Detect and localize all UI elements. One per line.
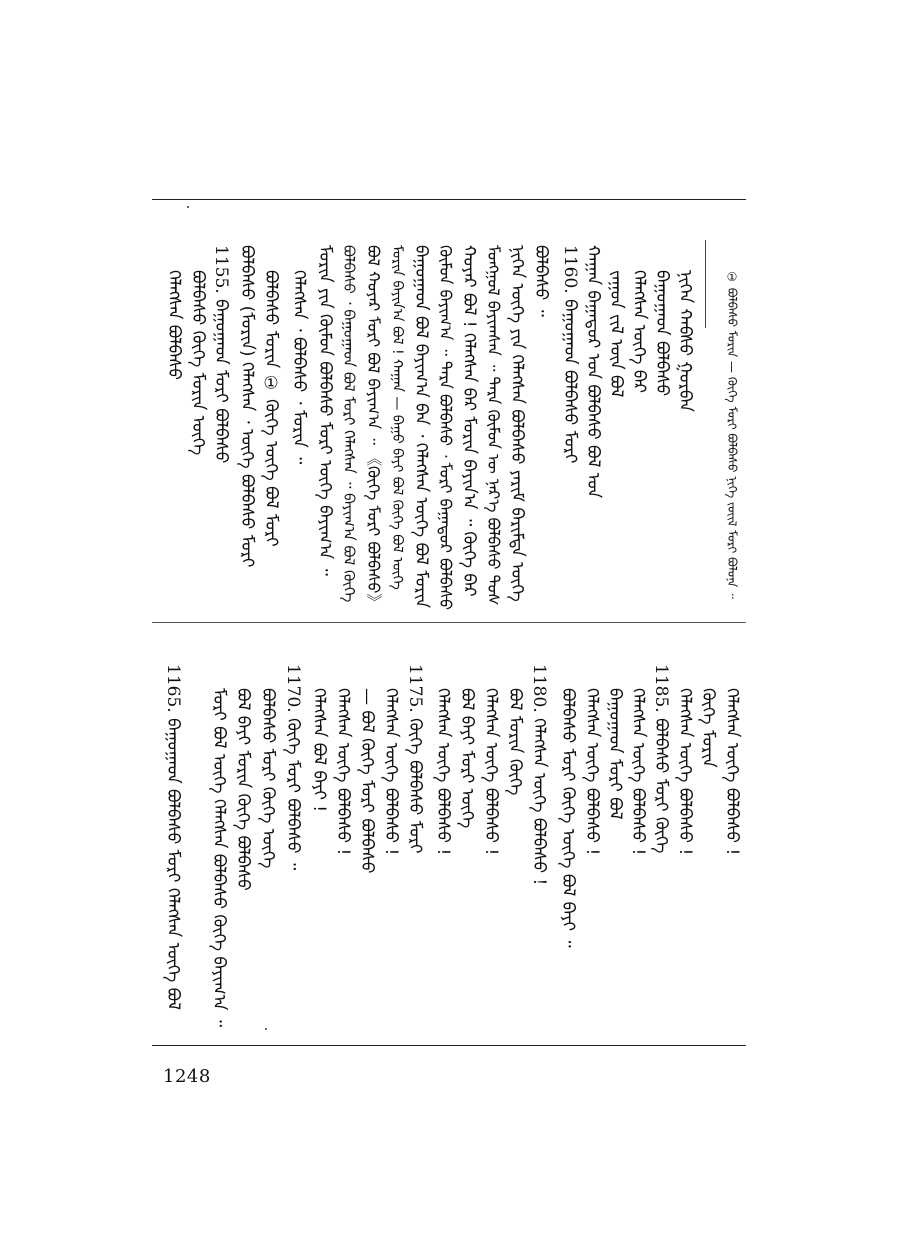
bottom-rule — [152, 1045, 746, 1046]
verse-line: ᠬᠥᠭᠡ ᠮᠣᠷᠢᠨ — [698, 688, 718, 768]
verse-line: ᠮᠣᠷᠢ ᠪᠣᠯ ᠦᠭᠡ ᠬᠡᠯᠡᠭᠰᠡᠨ ᠪᠣᠯᠪᠠᠰᠤ ᠬᠥᠭᠡ ᠪᠠᠶᠢᠭ᠎ᠠ ᠃ — [209, 688, 229, 1028]
verse-line: ᠬᠡᠯᠡᠭᠰᠡᠨ ᠦᠭᠡ ᠪᠣᠯᠪᠠᠰᠤ ! — [333, 688, 353, 856]
verse-line: ᠪᠣᠯ ᠪᠠᠶᠢ ᠮᠣᠷᠢ ᠦᠭᠡ — [457, 688, 477, 829]
prose-line: ᠪᠣᠯᠪᠠᠰᠤ ᠂ ᠪᠠᠭᠤᠭᠠᠳ ᠪᠣᠯ ᠮᠣᠷᠢ ᠬᠡᠯᠡᠭᠰᠡᠨ ᠃ ᠪᠠᠶᠢᠭ᠎ᠠ ᠪᠣᠯ ᠬᠥᠭᠡ — [340, 245, 358, 603]
verse-line: ᠪᠠᠭᠤᠭᠠᠳ ᠪᠣᠯᠪᠠᠰᠤ — [652, 270, 672, 397]
verse-line-numbered: 1165. ᠪᠠᠭᠤᠭᠠᠳ ᠪᠣᠯᠪᠠᠰᠤ ᠮᠣᠷᠢ ᠬᠡᠯᠡᠭᠰᠡᠨ ᠦᠭᠡ ᠪᠣᠯ — [163, 664, 183, 1011]
verse-line: ᠵᠠᠭᠤᠨ ᠵᠢᠯ ᠦᠨ ᠪᠣᠯ — [606, 270, 626, 398]
verse-line-numbered: 1160. ᠪᠠᠭᠤᠭᠠᠳ ᠪᠣᠯᠪᠠᠰᠤ ᠮᠣᠷᠢ — [560, 245, 580, 464]
verse-line: ᠬᠡᠯᠡᠭᠰᠡᠨ ᠂ ᠪᠣᠯᠪᠠᠰᠤ ᠂ ᠮᠣᠷᠢᠨ ᠃ — [289, 270, 309, 465]
verse-line: ᠪᠣᠯᠪᠠᠰᠤ ᠬᠥᠭᠡ ᠮᠣᠷᠢᠨ ᠦᠭᠡ — [188, 270, 208, 456]
verse-line: ᠬᠡᠯᠡᠭᠰᠡᠨ ᠦᠭᠡ ᠪᠡᠷ — [629, 270, 649, 394]
footnote-separator — [705, 240, 706, 328]
verse-line: ᠬᠡᠯᠡᠭᠰᠡᠨ ᠪᠣᠯᠪᠠᠰᠤ — [164, 270, 184, 381]
verse-line-numbered: 1170. ᠬᠥᠭᠡ ᠮᠣᠷᠢ ᠪᠣᠯᠪᠠᠰᠤ ᠃ — [283, 664, 303, 871]
verse-line: ᠪᠣᠯᠪᠠᠰᠤ ᠮᠣᠷᠢ ᠬᠥᠭᠡ ᠦᠭᠡ — [258, 688, 278, 869]
verse-line: ᠬᠡᠯᠡᠭᠰᠡᠨ ᠦᠭᠡ ᠪᠣᠯᠪᠠᠰᠤ ! — [481, 688, 501, 856]
prose-line: ᠮᠣᠩᠭᠣᠯ ᠪᠠᠶᠢᠭᠰᠠᠨ ᠃ ᠲᠡᠷᠡ ᠬᠦᠮᠦᠨ ᠦ ᠨᠡᠷ᠎ᠡ ᠪᠣᠯᠪᠠᠰᠤ ᠲᠤᠰ — [484, 245, 503, 606]
verse-line: — ᠪᠣᠯ ᠬᠥᠭᠡ ᠮᠣᠷᠢ ᠪᠣᠯᠪᠠᠰᠤ — [357, 688, 377, 874]
prose-line: ᠪᠠᠭᠤᠭᠠᠳ ᠪᠣᠯ ᠪᠠᠶᠢᠭ᠎ᠠ ᠪᠠᠨ ᠂ ᠬᠡᠯᠡᠭᠰᠡᠨ ᠦᠭᠡ ᠪᠣᠯ ᠮᠣᠷᠢᠨ — [411, 245, 431, 608]
verse-line: ᠬᠡᠯᠡᠭᠰᠡᠨ ᠦᠭᠡ ᠪᠣᠯᠪᠠᠰᠤ ! — [675, 688, 695, 856]
verse-line: ᠪᠣᠯᠪᠠᠰᠤ ᠃ — [531, 245, 551, 317]
dot-mark — [265, 1028, 267, 1030]
verse-line: ᠬᠡᠯᠡᠭᠰᠡᠨ ᠦᠭᠡ ᠪᠣᠯᠪᠠᠰᠤ ! — [582, 688, 602, 856]
page-number: 1248 — [163, 1066, 211, 1087]
verse-line: ᠬᠡᠯᠡᠭᠰᠡᠨ ᠦᠭᠡ ᠪᠣᠯᠪᠠᠰᠤ ! — [381, 688, 401, 856]
verse-line: ᠪᠠᠭᠤᠭᠠᠳ ᠮᠣᠷᠢ ᠪᠣᠯ — [605, 688, 625, 820]
verse-line: ᠪᠣᠯ ᠪᠠᠶᠢ ᠮᠣᠷᠢᠨ ᠬᠥᠭᠡ ᠪᠣᠯᠪᠠᠰᠤ — [233, 688, 253, 891]
verse-line: ᠪᠣᠯᠪᠠᠰᠤ ᠮᠣᠷᠢᠨ ① ᠬᠥᠭᠡ ᠦᠭᠡ ᠪᠣᠯ ᠮᠣᠷᠢ — [261, 270, 281, 547]
verse-line-numbered: 1155. ᠪᠠᠭᠤᠭᠠᠳ ᠮᠣᠷᠢ ᠪᠣᠯᠪᠠᠰᠤ — [211, 245, 231, 464]
verse-line: ᠨᠢᠭᠡᠨ ᠬᠠᠪᠰᠤ ᠭᠤᠷᠪᠠᠨ — [675, 270, 695, 412]
dot-mark — [187, 206, 189, 208]
verse-line: ᠬᠡᠯᠡᠭᠰᠡᠨ ᠪᠣᠯ ᠪᠠᠶᠢ ! — [309, 688, 329, 813]
verse-line: ᠪᠣᠯᠪᠠᠰᠤ (ᠮᠣᠷᠢᠨ) ᠬᠡᠯᠡᠭᠰᠡᠨ ᠂ ᠦᠭᠡ ᠪᠣᠯᠪᠠᠰᠤ ᠮᠣᠷᠢ — [237, 245, 257, 568]
verse-line-numbered: 1180. ᠬᠡᠯᠡᠭᠰᠡᠨ ᠦᠭᠡ ᠪᠣᠯᠪᠠᠰᠤ ! — [529, 664, 549, 886]
prose-line: ᠬᠦᠮᠦᠨ ᠪᠠᠶᠢᠭ᠎ᠠ ᠃ ᠲᠡᠷᠡ ᠪᠣᠯᠪᠠᠰᠤ ᠂ ᠮᠣᠷᠢ ᠪᠠᠭᠠᠲᠤᠷ ᠪᠣᠯᠪᠠᠰᠤ — [436, 245, 455, 611]
verse-line-numbered: 1185. ᠪᠣᠯᠪᠠᠰᠤ ᠮᠣᠷᠢ ᠬᠥᠭᠡ — [651, 664, 671, 854]
prose-line: ᠨᠢᠭᠡᠨ ᠦᠭᠡ ᠶᠢᠨ ᠬᠡᠯᠡᠭᠰᠡᠨ ᠪᠣᠯᠪᠠᠰᠤ ᠶᠠᠷᠢᠮ ᠪᠠᠷᠢᠮᠲᠠ ᠦᠭᠡ — [507, 245, 527, 602]
verse-line: ᠬᠡᠯᠡᠭᠰᠡᠨ ᠦᠭᠡ ᠪᠣᠯᠪᠠᠰᠤ ! — [628, 688, 648, 856]
middle-rule — [152, 622, 746, 623]
top-rule — [152, 199, 746, 200]
prose-line: ᠬᠣᠶᠠᠷ ᠪᠣᠯ ! ᠬᠡᠯᠡᠭᠰᠡᠨ ᠪᠡᠷ ᠮᠣᠷᠢᠨ ᠪᠠᠶᠢᠨ᠎ᠠ ᠃ ᠬᠥᠭᠡ ᠪᠡᠷ — [459, 245, 479, 597]
verse-line: ᠪᠣᠯᠪᠠᠰᠤ ᠮᠣᠷᠢ ᠬᠥᠭᠡ ᠦᠭᠡ ᠪᠣᠯ ᠪᠠᠶᠢ ᠃ — [558, 688, 578, 948]
prose-line: ᠮᠣᠷᠢᠨ ᠪᠠᠶᠢᠨ᠎ᠠ ᠪᠣᠯ ! ᠬᠠᠭᠠᠨ — ᠪᠠᠭᠤ ᠪᠠᠶᠢ ᠪᠣᠯ ᠬᠥᠭᠡ ᠪᠣᠯ ᠦᠭᠡ — [389, 245, 405, 590]
verse-line-numbered: 1175. ᠬᠥᠭᠡ ᠪᠣᠯᠪᠠᠰᠤ ᠮᠣᠷᠢ — [405, 664, 425, 854]
verse-line: ᠬᠡᠯᠡᠭᠰᠡᠨ ᠦᠭᠡ ᠪᠣᠯᠪᠠᠰᠤ ! — [722, 688, 742, 856]
verse-line: ᠬᠡᠯᠡᠭᠰᠡᠨ ᠦᠭᠡ ᠪᠣᠯᠪᠠᠰᠤ ! — [433, 688, 453, 856]
prose-line: ᠮᠣᠷᠢᠨ ᠶᠢᠨ ᠬᠦᠮᠦᠨ ᠪᠣᠯᠪᠠᠰᠤ ᠮᠣᠷᠢ ᠦᠭᠡ ᠪᠠᠶᠢᠭ᠎ᠠ ᠃ — [315, 245, 335, 576]
verse-line: ᠬᠠᠭᠠᠨ ᠪᠠᠭᠠᠲᠤᠷ ᠤᠨ ᠪᠣᠯᠪᠠᠰᠤ ᠪᠣᠯ ᠤᠨ — [583, 245, 603, 499]
verse-line: ᠪᠣᠯ ᠮᠣᠷᠢᠨ ᠬᠥᠭᠡ — [505, 688, 525, 796]
prose-line: ᠪᠣᠯ ᠬᠣᠶᠠᠷ ᠮᠣᠷᠢ ᠪᠣᠯ ᠪᠠᠶᠢᠭ᠎ᠠ ᠃ 《ᠬᠥᠭᠡ ᠮᠣᠷᠢ ᠪᠣᠯᠪᠠᠰᠤ》 — [364, 245, 383, 610]
footnote-line: ① ᠪᠣᠯᠪᠠᠰᠤ ᠮᠣᠷᠢᠨ — ᠬᠥᠭᠡ ᠮᠣᠷᠢ ᠪᠣᠯᠪᠠᠰᠤ ᠨᠢᠭᠡ ᠵᠦᠢᠯ ᠮᠣᠷᠢ ᠪᠣᠯᠤᠨᠠ ᠃ — [725, 270, 739, 599]
